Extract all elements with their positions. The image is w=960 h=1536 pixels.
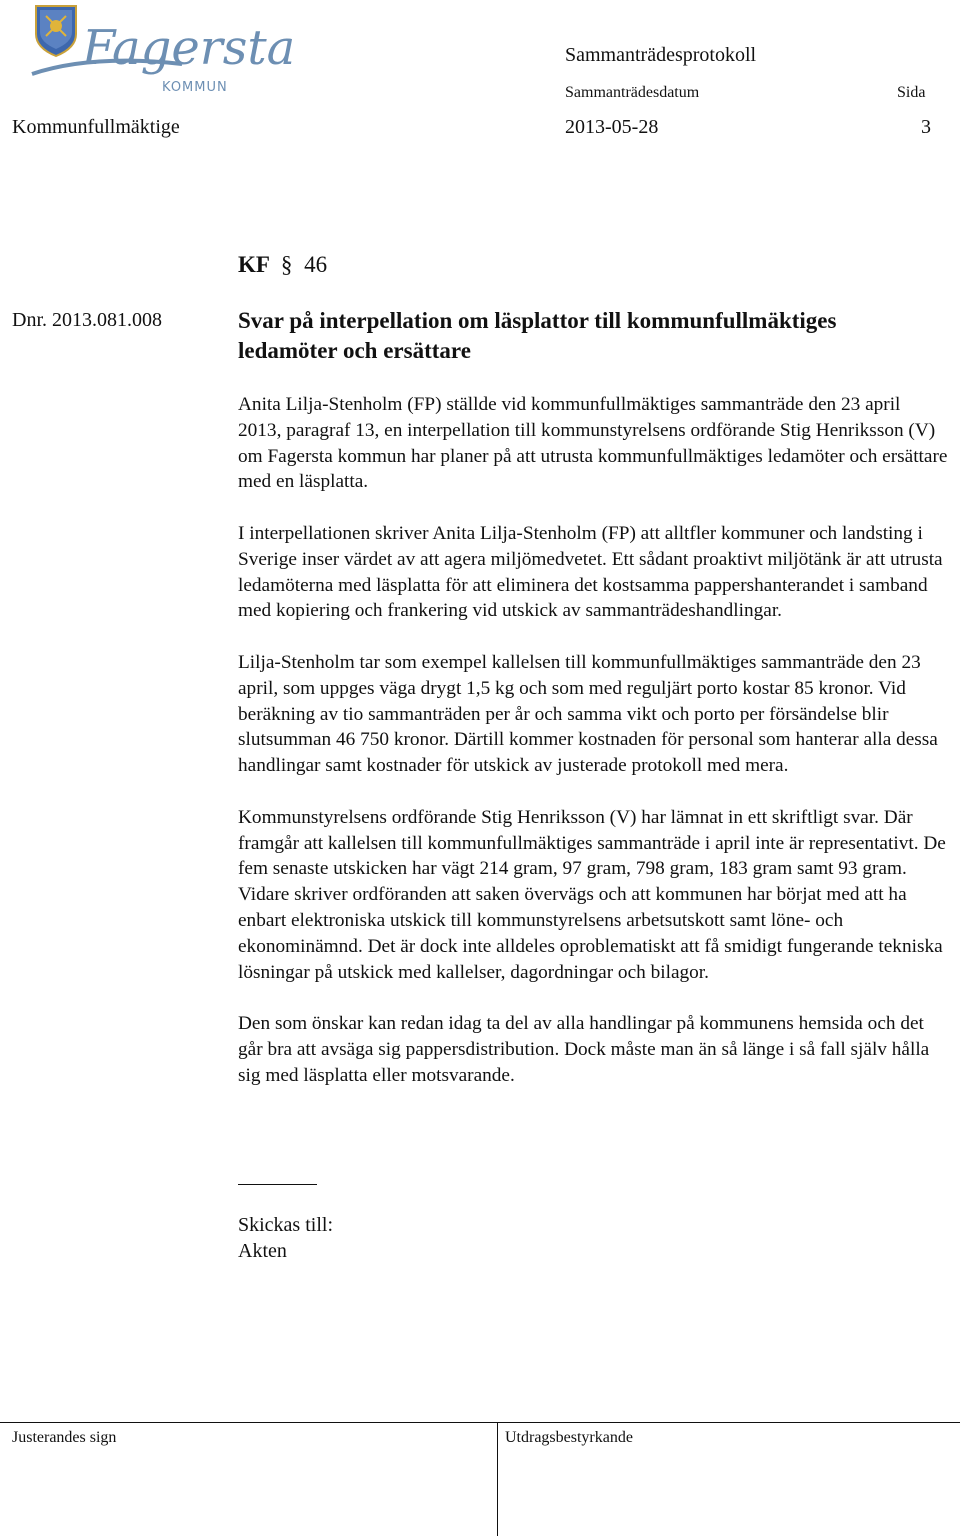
fagersta-kommun-logo [12, 4, 296, 95]
paragraph: I interpellationen skriver Anita Lilja-Stenholm (FP) att alltfler kommuner och landsting i Sverige inser värdet av att agera miljömedvetet. Ett sådant proaktivt miljötänk är att utrusta ledamöterna med läsplatta för att eliminera det kostsamma pappershanterandet i samband med kopiering och frankering vid utskick av sammanträdeshandlingar. [238, 522, 943, 622]
section-value: 46 [304, 252, 328, 277]
coat-of-arms-icon [36, 6, 76, 56]
paragraph-sign: § [280, 252, 293, 277]
distribution-block [238, 1212, 333, 1264]
kf-label: KF [238, 252, 270, 277]
page-number: 3 [921, 116, 931, 138]
body-text [238, 392, 948, 1114]
document-type: Sammanträdesprotokoll [565, 44, 757, 66]
footer-divider [497, 1422, 498, 1536]
section-title: Svar på interpellation om läsplattor till kommunfullmäktiges ledamöter och ersättare [238, 308, 837, 363]
section-number [238, 252, 327, 278]
meeting-date: 2013-05-28 [565, 116, 659, 138]
certification-label: Utdragsbestyrkande [505, 1429, 633, 1446]
signature-label: Justerandes sign [12, 1429, 117, 1446]
paragraph: Kommunstyrelsens ordförande Stig Henriksson (V) har lämnat in ett skriftligt svar. Där framgår att kallelsen till kommunfullmäktiges sammanträde i april inte är representativt. De fem senaste utskicken har vägt 214 gram, 97 gram, 798 gram, 183 gram samt 93 gram. Vidare skriver ordföranden att saken övervägs och att kommunen har börjat med att ha enbart elektroniska utskick till kommunstyrelsens arbetsutskott samt löne- och ekonominämnd. Det är dock inte alldeles oproblematiskt att få smidigt fungerande tekniska lösningar på utskick med kallelser, dagordningar och bilagor. [238, 806, 946, 983]
page-label: Sida [897, 84, 926, 101]
diary-number: Dnr. 2013.081.008 [12, 309, 162, 331]
paragraph: Lilja-Stenholm tar som exempel kallelsen till kommunfullmäktiges sammanträde den 23 april, som uppges väga drygt 1,5 kg och som med reguljärt porto kostar 85 kronor. Vid beräkning av tio sammanträden per år och samma vikt och porto per försändelse blir slutsumman 46 750 kronor. Därtill kommer kostnaden för personal som hanterar alla dessa handlingar samt kostnader för utskick av justerade protokoll med mera. [238, 651, 938, 777]
date-label: Sammanträdesdatum [565, 84, 700, 101]
logo-subtitle: KOMMUN [162, 80, 228, 95]
footer-border [0, 1422, 960, 1423]
logo-wordmark: Fagersta [82, 20, 296, 76]
sent-to-label: Skickas till: [238, 1214, 333, 1236]
body-name: Kommunfullmäktige [12, 116, 180, 138]
paragraph: Den som önskar kan redan idag ta del av alla handlingar på kommunens hemsida och det går bra att avsäga sig pappersdistribution. Dock måste man än så länge i så fall själv hålla sig med läsplatta eller motsvarande. [238, 1013, 930, 1086]
logo-graphic [12, 4, 296, 95]
divider [238, 1184, 317, 1185]
paragraph: Anita Lilja-Stenholm (FP) ställde vid kommunfullmäktiges sammanträde den 23 april 2013, paragraf 13, en interpellation till kommunstyrelsens ordförande Stig Henriksson (V) om Fagersta kommun har planer på att utrusta kommunfullmäktiges ledamöter och ersättare med en läsplatta. [238, 394, 948, 493]
sent-to-recipient: Akten [238, 1240, 287, 1262]
